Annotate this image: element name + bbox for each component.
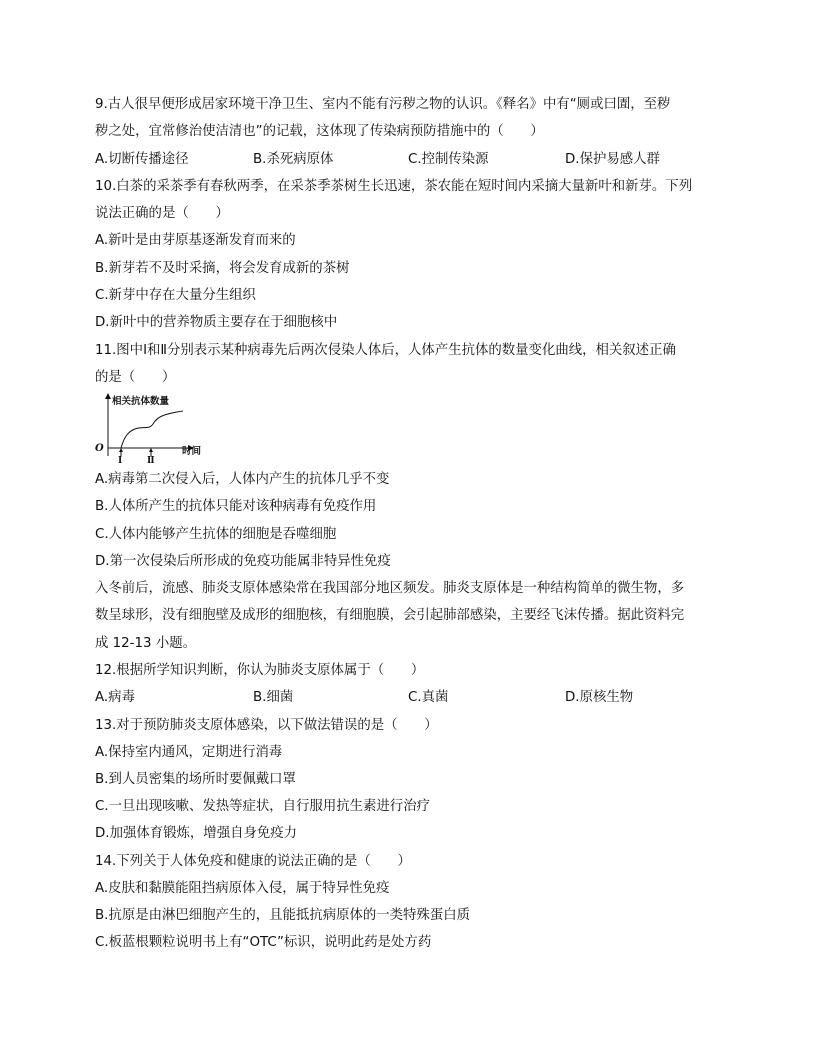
q14-option-a: A.皮肤和黏膜能阻挡病原体入侵，属于特异性免疫 bbox=[95, 881, 390, 896]
q11-option-b: B.人体所产生的抗体只能对该种病毒有免疫作用 bbox=[95, 499, 377, 514]
q12-option-c: C.真菌 bbox=[408, 690, 449, 705]
antibody-curve bbox=[121, 411, 183, 448]
q12-option-d: D.原核生物 bbox=[565, 690, 634, 705]
q11-option-c: C.人体内能够产生抗体的细胞是吞噬细胞 bbox=[95, 527, 337, 542]
q9-stem-line1: 9.古人很早便形成居家环境干净卫生、室内不能有污秽之物的认识。《释名》中有“厕或曰圊，至秽 bbox=[95, 97, 671, 112]
q14-option-b: B.抗原是由淋巴细胞产生的，且能抵抗病原体的一类特殊蛋白质 bbox=[95, 908, 470, 923]
q13-option-d: D.加强体育锻炼，增强自身免疫力 bbox=[95, 826, 298, 841]
q9-options bbox=[95, 150, 735, 170]
q11-option-a: A.病毒第二次侵入后，人体内产生的抗体几乎不变 bbox=[95, 472, 390, 487]
figure-ylabel: 相关抗体数量 bbox=[112, 396, 170, 407]
figure-xlabel: 时间 bbox=[182, 446, 202, 457]
q10-stem-line1: 10.白茶的采茶季有春秋两季，在采茶季茶树生长迅速，茶农能在短时间内采摘大量新叶和新芽。下列 bbox=[95, 179, 693, 194]
q10-option-b: B.新芽若不及时采摘，将会发育成新的茶树 bbox=[95, 261, 350, 276]
q14-stem: 14.下列关于人体免疫和健康的说法正确的是（ ） bbox=[95, 854, 411, 869]
q13-stem: 13.对于预防肺炎支原体感染，以下做法错误的是（ ） bbox=[95, 718, 438, 733]
marker1-arrowhead bbox=[119, 448, 123, 452]
q11-stem-line1: 11.图中Ⅰ和Ⅱ分别表示某种病毒先后两次侵染人体后，人体产生抗体的数量变化曲线，相关叙述正确 bbox=[95, 343, 676, 358]
q9-option-d: D.保护易感人群 bbox=[565, 152, 660, 167]
figure-origin: O bbox=[95, 443, 104, 454]
figure-y-arrow bbox=[105, 393, 111, 399]
q9-stem-line2: 秽之处，宜常修治使洁清也”的记载，这体现了传染病预防措施中的（ ） bbox=[95, 124, 544, 139]
q14-option-c: C.板蓝根颗粒说明书上有“OTC”标识，说明此药是处方药 bbox=[95, 935, 432, 950]
q11-stem-line2: 的是（ ） bbox=[95, 370, 176, 385]
q12-option-a: A.病毒 bbox=[95, 690, 135, 705]
passage-line2: 数呈球形，没有细胞壁及成形的细胞核，有细胞膜，会引起肺部感染，主要经飞沫传播。据此资料完 bbox=[95, 608, 685, 623]
q12-option-b: B.细菌 bbox=[253, 690, 294, 705]
q10-option-d: D.新叶中的营养物质主要存在于细胞核中 bbox=[95, 315, 338, 330]
q12-options bbox=[95, 688, 735, 708]
q9-option-b: B.杀死病原体 bbox=[253, 152, 334, 167]
q12-stem: 12.根据所学知识判断，你认为肺炎支原体属于（ ） bbox=[95, 663, 425, 678]
passage-line1: 入冬前后，流感、肺炎支原体感染常在我国部分地区频发。肺炎支原体是一种结构简单的微生物，多 bbox=[95, 581, 685, 596]
q13-option-a: A.保持室内通风，定期进行消毒 bbox=[95, 745, 283, 760]
q9-option-a: A.切断传播途径 bbox=[95, 152, 189, 167]
passage-line3: 成 12-13 小题。 bbox=[95, 636, 196, 651]
q10-option-a: A.新叶是由芽原基逐渐发育而来的 bbox=[95, 233, 296, 248]
q11-option-d: D.第一次侵染后所形成的免疫功能属非特异性免疫 bbox=[95, 554, 391, 569]
q13-option-c: C.一旦出现咳嗽、发热等症状，自行服用抗生素进行治疗 bbox=[95, 799, 430, 814]
figure-marker1-label: Ⅰ bbox=[118, 456, 123, 464]
antibody-curve-figure bbox=[93, 392, 223, 464]
q9-option-c: C.控制传染源 bbox=[408, 152, 489, 167]
q10-option-c: C.新芽中存在大量分生组织 bbox=[95, 288, 256, 303]
q13-option-b: B.到人员密集的场所时要佩戴口罩 bbox=[95, 772, 296, 787]
q10-stem-line2: 说法正确的是（ ） bbox=[95, 206, 229, 221]
figure-marker2-label: Ⅱ bbox=[147, 456, 155, 464]
marker2-arrowhead bbox=[149, 448, 153, 452]
